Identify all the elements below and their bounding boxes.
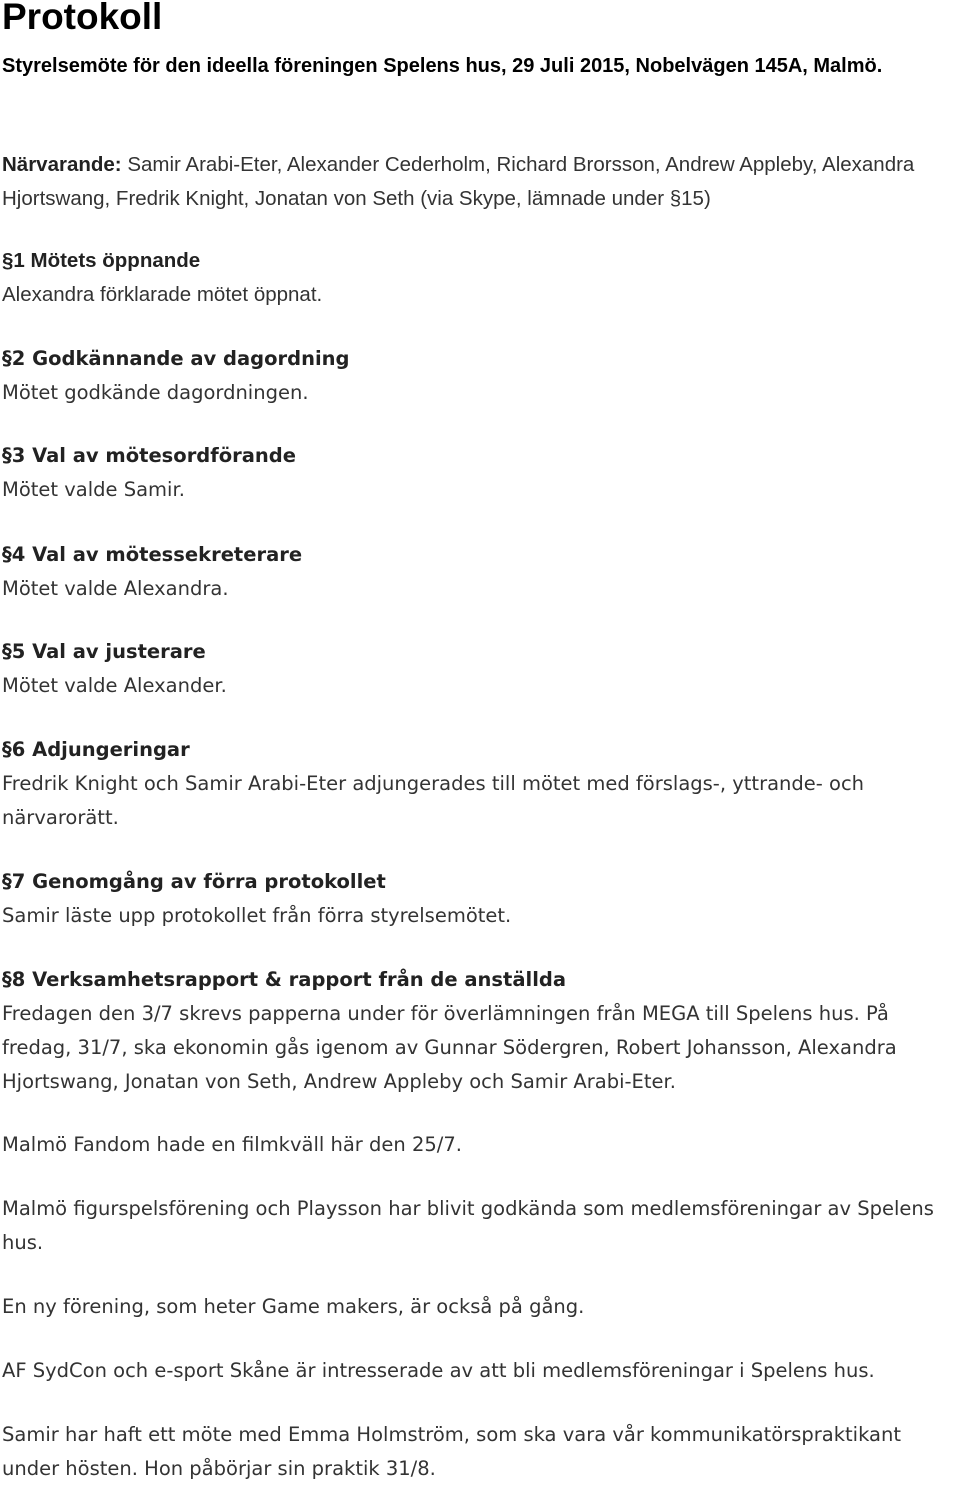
section-7 [2, 865, 952, 933]
section-8 [2, 963, 952, 1099]
section-body: Fredagen den 3/7 skrevs papperna under för överlämningen från MEGA till Spelens hus. På fredag, 31/7, ska ekonomin gås igenom av Gunnar Södergren, Robert Johansson, Alexandra Hjortswang, Jonatan von Seth, Andrew Appleby och Samir Arabi-Eter. [2, 1002, 897, 1093]
report-paragraph: Samir har haft ett möte med Emma Holmström, som ska vara vår kommunikatörspraktikant under hösten. Hon påbörjar sin praktik 31/8. [2, 1423, 901, 1480]
section-heading: §8 Verksamhetsrapport & rapport från de anställda [2, 968, 567, 991]
section-heading: §7 Genomgång av förra protokollet [2, 870, 386, 893]
report-paragraph: AF SydCon och e-sport Skåne är intresserade av att bli medlemsföreningar i Spelens hus. [2, 1359, 875, 1382]
section-heading: §6 Adjungeringar [2, 738, 190, 761]
report-paragraph: Malmö Fandom hade en filmkväll här den 25/7. [2, 1133, 462, 1156]
document-title: Protokoll [2, 0, 163, 37]
section-body: Mötet valde Alexandra. [2, 577, 229, 600]
report-paragraph: En ny förening, som heter Game makers, är också på gång. [2, 1295, 585, 1318]
section-1 [2, 244, 952, 312]
section-body: Fredrik Knight och Samir Arabi-Eter adjungerades till mötet med förslags-, yttrande- och närvarorätt. [2, 772, 865, 829]
meeting-subtitle: Styrelsemöte för den ideella föreningen Spelens hus, 29 Juli 2015, Nobelvägen 145A, Malmö. [2, 55, 883, 77]
report-paragraph: Malmö figurspelsförening och Playsson har blivit godkända som medlemsföreningar av Spelens hus. [2, 1197, 934, 1254]
section-heading: §4 Val av mötessekreterare [2, 543, 303, 566]
section-body: Alexandra förklarade mötet öppnat. [2, 283, 323, 306]
section-4 [2, 538, 952, 606]
section-body: Mötet valde Samir. [2, 478, 185, 501]
section-heading: §3 Val av mötesordförande [2, 444, 296, 467]
section-3 [2, 439, 952, 507]
section-body: Mötet godkände dagordningen. [2, 381, 309, 404]
section-heading: §1 Mötets öppnande [2, 249, 201, 272]
section-heading: §2 Godkännande av dagordning [2, 347, 350, 370]
attendees-paragraph [2, 148, 942, 216]
section-heading: §5 Val av justerare [2, 640, 206, 663]
section-body: Mötet valde Alexander. [2, 674, 227, 697]
attendees-list: Samir Arabi-Eter, Alexander Cederholm, Richard Brorsson, Andrew Appleby, Alexandra Hjortswang, Fredrik Knight, Jonatan von Seth (via Skype, lämnade under §15) [2, 153, 915, 210]
section-6 [2, 733, 952, 835]
section-2 [2, 342, 952, 410]
section-5 [2, 635, 952, 703]
section-body: Samir läste upp protokollet från förra styrelsemötet. [2, 904, 512, 927]
attendees-label: Närvarande: [2, 153, 122, 176]
